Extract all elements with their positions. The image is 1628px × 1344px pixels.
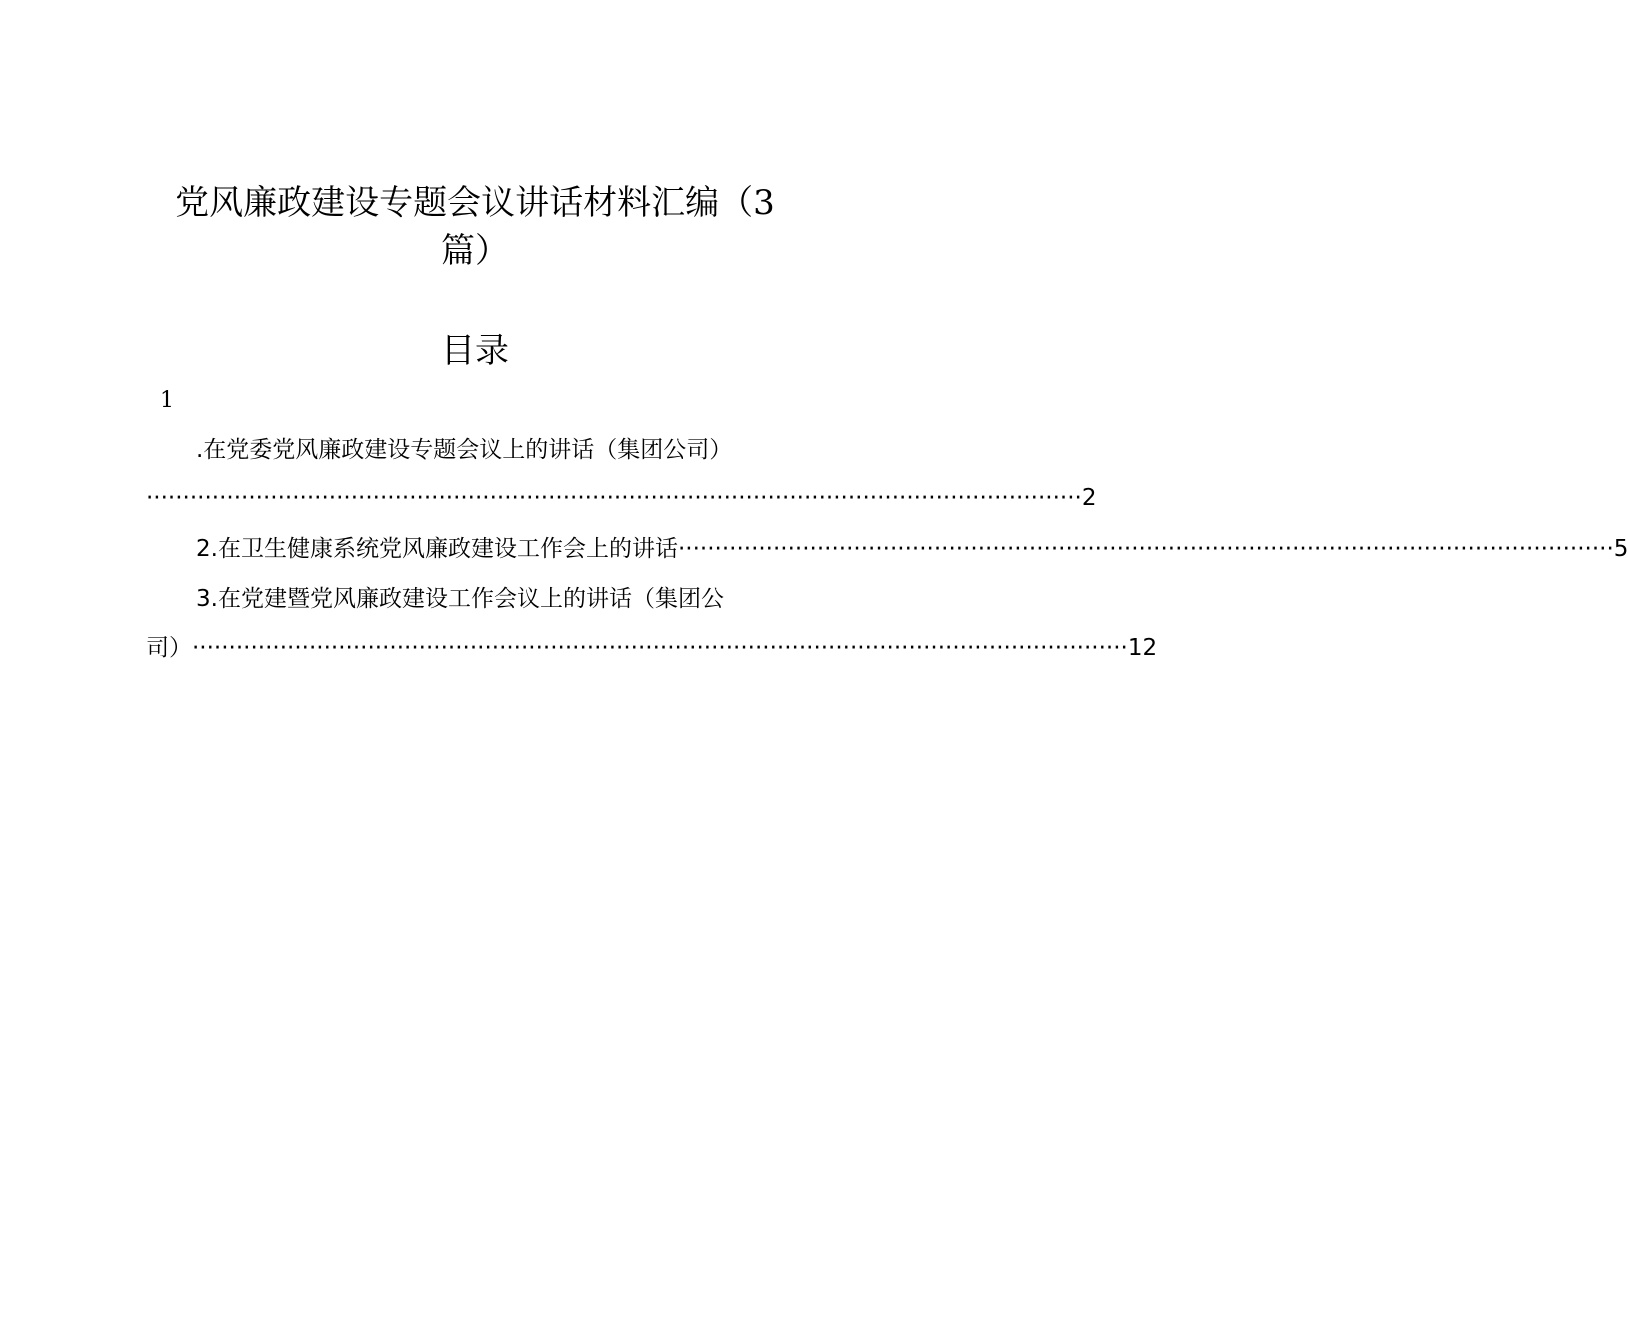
document-title-line-2: 篇）: [441, 231, 509, 271]
toc-entry-3-title-cont: 司）: [146, 635, 192, 661]
document-title-text: 党风廉政建设专题会议讲话材料汇编（: [175, 183, 754, 223]
toc-entry-1-title[interactable]: .在党委党风廉政建设专题会议上的讲话（集团公司）: [196, 437, 733, 463]
toc-entry-3-leader[interactable]: [146, 632, 1158, 664]
toc-entry-1-leader[interactable]: [146, 482, 1097, 514]
document-title-count: 3: [753, 183, 775, 223]
toc-dot-leader: ································································································································: [146, 485, 1082, 511]
toc-dot-leader: ································································································································: [677, 536, 1614, 562]
toc-entry-3-page: 12: [1127, 635, 1158, 661]
toc-dot-leader: ································································································································: [192, 635, 1128, 661]
toc-entry-2-title: 2.在卫生健康系统党风廉政建设工作会上的讲话: [196, 536, 678, 562]
toc-heading: 目录: [441, 331, 509, 371]
document-title-line-1: [150, 180, 800, 226]
toc-entry-3-title[interactable]: 3.在党建暨党风廉政建设工作会议上的讲话（集团公: [196, 586, 724, 612]
toc-entry-2-page: 5: [1613, 536, 1628, 562]
list-number: 1: [160, 388, 174, 413]
toc-entry-1-page: 2: [1081, 485, 1097, 511]
toc-entry-2[interactable]: [196, 533, 1628, 565]
